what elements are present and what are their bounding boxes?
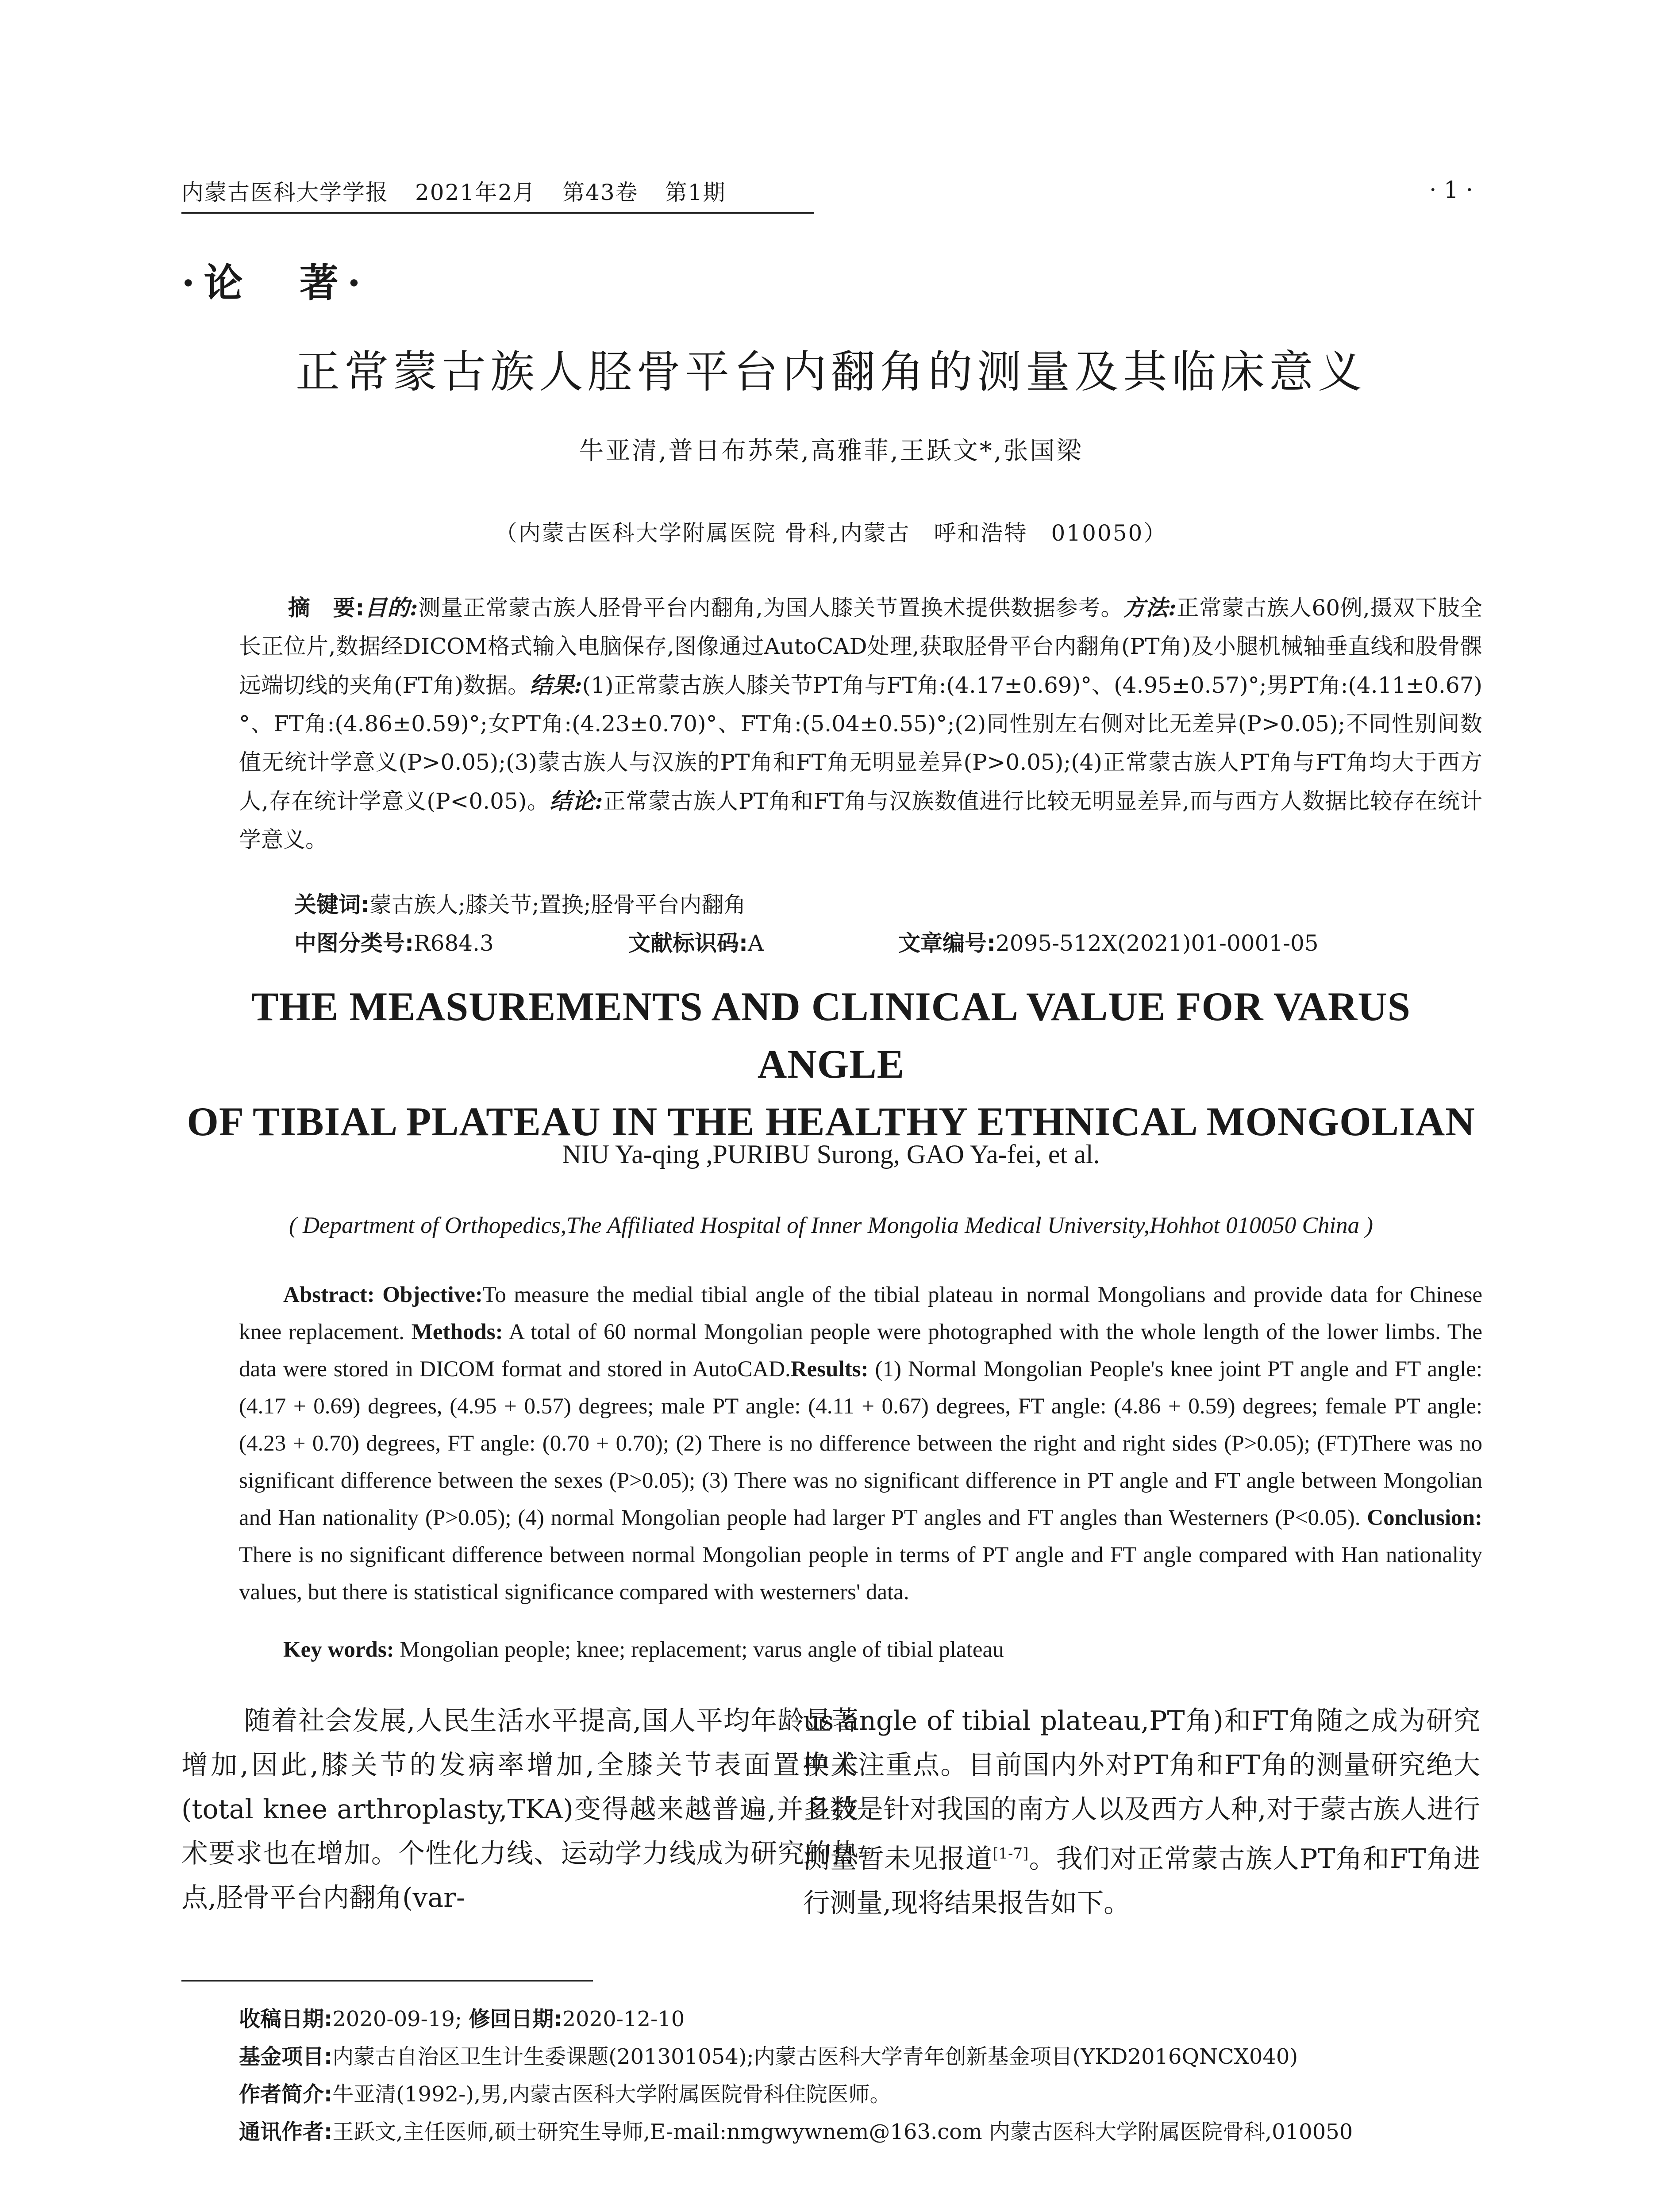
footnote-dates	[239, 2002, 685, 2032]
body-column-right	[803, 1699, 1480, 1925]
objective-label: 目的:	[364, 595, 418, 621]
article-no-value: 2095-512X(2021)01-0001-05	[996, 930, 1319, 956]
article-number-row	[898, 926, 1319, 957]
chinese-affiliation: （内蒙古医科大学附属医院 骨科,内蒙古 呼和浩特 010050）	[495, 520, 1167, 546]
doc-code-value: A	[748, 930, 764, 956]
english-title-line-2: OF TIBIAL PLATEAU IN THE HEALTHY ETHNICAL MONGOLIAN	[187, 1099, 1475, 1144]
en-results-label: Results:	[790, 1357, 869, 1382]
english-title	[181, 978, 1481, 1150]
footnote-fund	[239, 2039, 1298, 2070]
en-keywords-text: Mongolian people; knee; replacement; varus angle of tibial plateau	[400, 1637, 1004, 1662]
revised-date: 2020-12-10	[562, 2007, 685, 2032]
conclusion-text: 正常蒙古族人PT角和FT角与汉族数值进行比较无明显差异,而与西方人数据比较存在统计学意义。	[239, 788, 1482, 853]
doc-code-row	[628, 926, 764, 957]
chinese-authors: 牛亚清,普日布苏荣,高雅菲,王跃文*,张国梁	[579, 437, 1083, 465]
footnote-corresponding	[239, 2115, 1353, 2145]
body-right-text-end: 。我们对正常蒙古族人PT角和FT角进行测量,现将结果报告如下。	[803, 1843, 1481, 1919]
abstract-label: 摘 要:	[288, 595, 365, 621]
methods-text: 正常蒙古族人60例,摄双下肢全长正位片,数据经DICOM格式输入电脑保存,图像通过AutoCAD处理,获取胫骨平台内翻角(PT角)及小腿机械轴垂直线和股骨髁远端切线的夹角(FT角)数据。	[239, 595, 1482, 698]
en-objective-label: Objective:	[382, 1283, 483, 1307]
body-right-text: us angle of tibial plateau,PT角)和FT角随之成为研究中关注重点。目前国内外对PT角和FT角的测量研究绝大多数是针对我国的南方人以及西方人种,对于蒙古族人进行测量暂未见报道	[803, 1705, 1480, 1874]
results-label: 结果:	[530, 672, 582, 698]
revised-label: 修回日期:	[469, 2007, 562, 2032]
volume: 第43卷	[562, 180, 639, 205]
issue-date: 2021年2月	[415, 180, 536, 205]
english-affiliation: ( Department of Orthopedics,The Affiliated Hospital of Inner Mongolia Medical University,Hohhot 010050 China )	[289, 1213, 1373, 1238]
keywords-text: 蒙古族人;膝关节;置换;胫骨平台内翻角	[369, 892, 746, 918]
corresponding-label: 通讯作者:	[239, 2120, 333, 2144]
fund-label: 基金项目:	[239, 2044, 333, 2069]
page-number: · 1 ·	[1429, 177, 1473, 204]
chinese-title: 正常蒙古族人胫骨平台内翻角的测量及其临床意义	[296, 346, 1366, 398]
body-left-text: 随着社会发展,人民生活水平提高,国人平均年龄显著增加,因此,膝关节的发病率增加,全膝关节表面置换术(total knee arthroplasty,TKA)变得越来越普遍,并且技术要求也在增加。个性化力线、运动学力线成为研究的热点,胫骨平台内翻角(var-	[181, 1705, 858, 1913]
classification-row	[294, 926, 494, 957]
received-date: 2020-09-19;	[332, 2007, 462, 2032]
english-title-line-1: THE MEASUREMENTS AND CLINICAL VALUE FOR VARUS ANGLE	[251, 984, 1411, 1087]
chinese-abstract	[239, 588, 1482, 859]
body-column-left	[181, 1699, 858, 1920]
en-conclusion-text: There is no significant difference between normal Mongolian people in terms of PT angle and FT angle compared with Han nationality values, but there is statistical significance compared with westerners' data.	[239, 1543, 1482, 1605]
chinese-keywords	[294, 887, 746, 919]
running-head	[181, 175, 814, 214]
english-abstract	[239, 1276, 1482, 1611]
citation-reference: [1-7]	[993, 1845, 1029, 1863]
en-abstract-label: Abstract:	[283, 1283, 375, 1307]
methods-label: 方法:	[1123, 595, 1177, 621]
author-bio-text: 牛亚清(1992-),男,内蒙古医科大学附属医院骨科住院医师。	[332, 2082, 891, 2107]
en-methods-text: A total of 60 normal Mongolian people were photographed with the whole length of the lower limbs. The data were stored in DICOM format and stored in AutoCAD.	[239, 1320, 1483, 1382]
author-bio-label: 作者简介:	[239, 2082, 333, 2107]
received-label: 收稿日期:	[239, 2007, 333, 2032]
fund-text: 内蒙古自治区卫生计生委课题(201301054);内蒙古医科大学青年创新基金项目(YKD2016QNCX040)	[332, 2044, 1298, 2069]
clc-label: 中图分类号:	[294, 930, 414, 956]
en-results-text: (1) Normal Mongolian People's knee joint PT angle and FT angle: (4.17 + 0.69) degrees, (4.95 + 0.57) degrees; male PT angle: (4.11 + 0.67) degrees, FT angle: (4.86 + 0.59) degrees; female PT angle: (4.23 + 0.70) degrees, FT angle: (0.70 + 0.70); (2) There is no difference between the right and right sides (P>0.05); (FT)There was no significant difference between the sexes (P>0.05); (3) There was no significant difference in PT angle and FT angle between Mongolian and Han nationality (P>0.05); (4) normal Mongolian people had larger PT angles and FT angles than Westerners (P<0.05).	[239, 1357, 1482, 1530]
english-keywords	[283, 1637, 1004, 1663]
keywords-label: 关键词:	[294, 892, 369, 918]
en-keywords-label: Key words:	[283, 1637, 394, 1662]
footnote-divider	[181, 1980, 593, 1982]
footnote-author	[239, 2077, 891, 2108]
en-methods-label: Methods:	[411, 1320, 503, 1344]
en-objective-text: To measure the medial tibial angle of the tibial plateau in normal Mongolians and provide data for Chinese knee replacement.	[239, 1283, 1483, 1344]
objective-text: 测量正常蒙古族人胫骨平台内翻角,为国人膝关节置换术提供数据参考。	[418, 595, 1123, 621]
clc-value: R684.3	[414, 930, 494, 956]
conclusion-label: 结论:	[550, 788, 603, 814]
corresponding-text: 王跃文,主任医师,硕士研究生导师,E-mail:nmgwywnem@163.com 内蒙古医科大学附属医院骨科,010050	[332, 2120, 1353, 2144]
results-text: (1)正常蒙古族人膝关节PT角与FT角:(4.17±0.69)°、(4.95±0.57)°;男PT角:(4.11±0.67)°、FT角:(4.86±0.59)°;女PT角:(4.23±0.70)°、FT角:(5.04±0.55)°;(2)同性别左右侧对比无差异(P>0.05);不同性别间数值无统计学意义(P>0.05);(3)蒙古族人与汉族的PT角和FT角无明显差异(P>0.05);(4)正常蒙古族人PT角与FT角均大于西方人,存在统计学意义(P<0.05)。	[239, 672, 1482, 814]
doc-code-label: 文献标识码:	[628, 930, 748, 956]
article-no-label: 文章编号:	[898, 930, 996, 956]
journal-name: 内蒙古医科大学学报	[181, 180, 389, 205]
en-conclusion-label: Conclusion:	[1367, 1505, 1482, 1530]
issue: 第1期	[665, 180, 726, 205]
english-authors: NIU Ya-qing ,PURIBU Surong, GAO Ya-fei, et al.	[562, 1140, 1100, 1169]
section-label: ·论 著·	[181, 260, 370, 306]
